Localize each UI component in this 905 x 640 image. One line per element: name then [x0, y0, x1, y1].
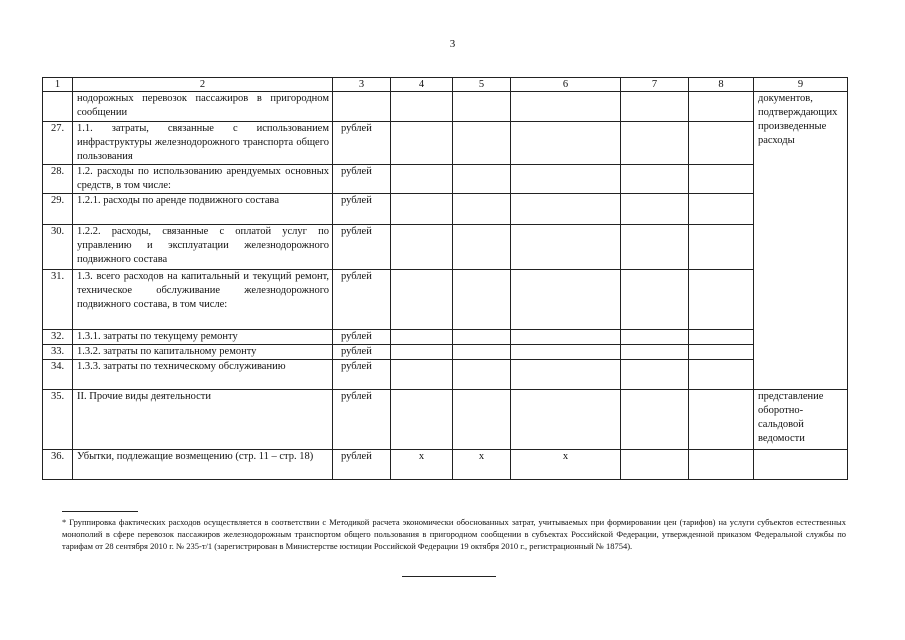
- row-number: 35.: [43, 390, 73, 450]
- header-col-5: 5: [453, 78, 511, 92]
- table-row: [43, 165, 848, 194]
- header-col-4: 4: [391, 78, 453, 92]
- row-name: 1.2. расходы по использованию арендуемых основных средств, в том числе:: [73, 165, 333, 194]
- header-row: [43, 78, 848, 92]
- row-number: 33.: [43, 345, 73, 360]
- row-name: II. Прочие виды деятельности: [73, 390, 333, 450]
- continuation-name: нодорожных перевозок пассажиров в пригородном сообщении: [73, 92, 333, 122]
- row-name: Убытки, подлежащие возмещению (стр. 11 – стр. 18): [73, 450, 333, 480]
- page-number: 3: [449, 38, 456, 50]
- row-name: 1.3.2. затраты по капитальному ремонту: [73, 345, 333, 360]
- note-balance-sheet: представление оборотно-сальдовой ведомости: [754, 390, 848, 450]
- expenses-table: [42, 77, 848, 480]
- row-unit: рублей: [333, 122, 391, 165]
- end-divider: [402, 576, 496, 577]
- header-col-9: 9: [754, 78, 848, 92]
- row-x-mark: х: [453, 450, 511, 480]
- row-unit: рублей: [333, 165, 391, 194]
- table-row: [43, 194, 848, 225]
- row-number: 28.: [43, 165, 73, 194]
- header-col-1: 1: [43, 78, 73, 92]
- row-unit: рублей: [333, 330, 391, 345]
- row-unit: рублей: [333, 270, 391, 330]
- row-number: 29.: [43, 194, 73, 225]
- table-row: [43, 122, 848, 165]
- footnote: * Группировка фактических расходов осуществляется в соответствии с Методикой расчета экономически обоснованных затрат, учитываемых при формировании цен (тарифов) на услуги субъектов естественных монополий в сфере перевозок пассажиров железнодорожным транспортом общего пользования в пригородном сообщении в субъектах Российской Федерации, утвержденной приказом Федеральной службы по тарифам от 28 сентября 2010 г. № 235-т/1 (зарегистрирован в Министерстве юстиции Российской Федерации 19 октября 2010 г., регистрационный № 18754).: [62, 517, 846, 551]
- table-row: [43, 450, 848, 480]
- table-row-continuation: [43, 92, 848, 122]
- row-x-mark: х: [391, 450, 453, 480]
- footnote-divider: [62, 511, 138, 512]
- table-row: [43, 330, 848, 345]
- row-x-mark: х: [511, 450, 621, 480]
- note-documents: документов, подтверждающих произведенные расходы: [754, 92, 848, 390]
- table-row: [43, 390, 848, 450]
- row-name: 1.1. затраты, связанные с использованием инфраструктуры железнодорожного транспорта общего пользования: [73, 122, 333, 165]
- row-name: 1.3.1. затраты по текущему ремонту: [73, 330, 333, 345]
- header-col-3: 3: [333, 78, 391, 92]
- row-number: 27.: [43, 122, 73, 165]
- table-row: [43, 225, 848, 270]
- row-number: 32.: [43, 330, 73, 345]
- header-col-7: 7: [621, 78, 689, 92]
- row-number: 36.: [43, 450, 73, 480]
- row-name: 1.2.1. расходы по аренде подвижного состава: [73, 194, 333, 225]
- row-unit: рублей: [333, 345, 391, 360]
- table-row: [43, 270, 848, 330]
- row-unit: рублей: [333, 225, 391, 270]
- header-col-2: 2: [73, 78, 333, 92]
- row-unit: рублей: [333, 390, 391, 450]
- row-unit: рублей: [333, 360, 391, 390]
- table-row: [43, 345, 848, 360]
- row-number: 34.: [43, 360, 73, 390]
- row-unit: рублей: [333, 450, 391, 480]
- header-col-8: 8: [689, 78, 754, 92]
- row-name: 1.2.2. расходы, связанные с оплатой услуг по управлению и эксплуатации железнодорожного подвижного состава: [73, 225, 333, 270]
- row-number: 31.: [43, 270, 73, 330]
- row-unit: рублей: [333, 194, 391, 225]
- row-number: 30.: [43, 225, 73, 270]
- row-name: 1.3.3. затраты по техническому обслуживанию: [73, 360, 333, 390]
- row-name: 1.3. всего расходов на капитальный и текущий ремонт, техническое обслуживание железнодорожного подвижного состава, в том числе:: [73, 270, 333, 330]
- table-row: [43, 360, 848, 390]
- header-col-6: 6: [511, 78, 621, 92]
